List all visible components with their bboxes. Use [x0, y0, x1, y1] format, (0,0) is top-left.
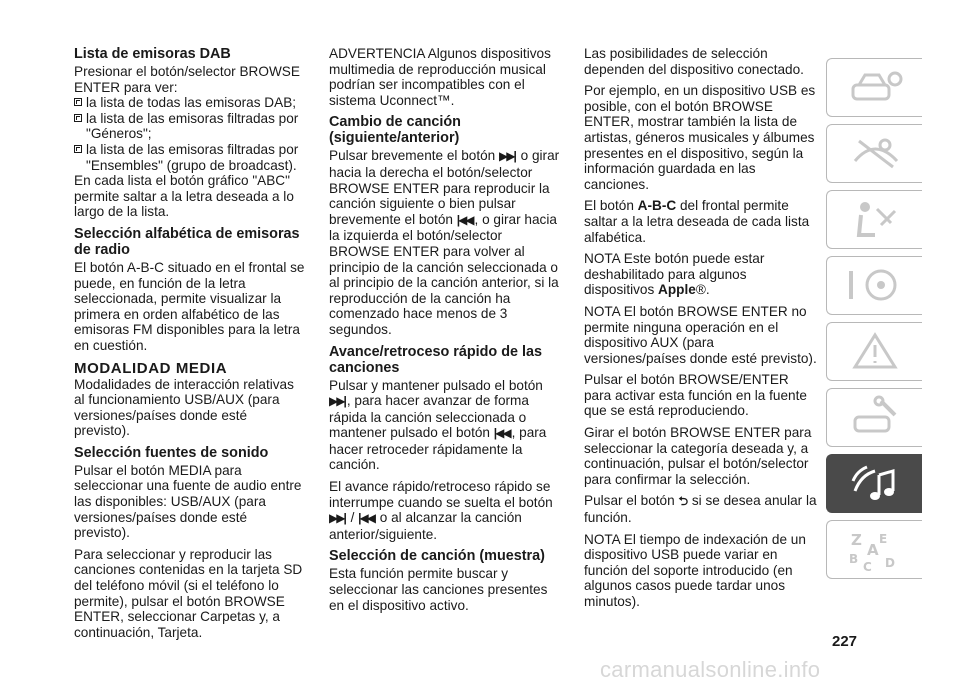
tab-index[interactable] [826, 520, 922, 579]
column-middle [329, 46, 561, 619]
dab-intro: Presionar el botón/selector BROWSE ENTER para ver: [74, 64, 300, 95]
tab-safety[interactable] [826, 190, 922, 249]
heading-track-change: Cambio de canción (siguiente/anterior) [329, 114, 461, 147]
col3-p5: NOTA El botón BROWSE ENTER no permite ninguna operación en el dispositivo AUX (para versiones/países donde esté previsto). [584, 303, 817, 366]
bullet-box-icon [74, 145, 82, 153]
seat-airbag-icon [845, 197, 907, 243]
tab-starting-driving[interactable] [826, 256, 922, 315]
chapter-tabs [826, 58, 922, 586]
column-right [584, 46, 818, 616]
dab-bullet-1: la lista de todas las emisoras DAB; [74, 95, 306, 111]
bullet-box-icon [74, 98, 82, 106]
previous-track-icon: |◀◀ [493, 426, 510, 441]
heading-alpha-selection: Selección alfabética de emisoras de radio [74, 225, 300, 258]
page-number: 227 [832, 633, 858, 650]
col3-p6: Pulsar el botón BROWSE/ENTER para activar esta función en la fuente que se está reproduciendo. [584, 372, 807, 419]
tab-dashboard[interactable] [826, 58, 922, 117]
svg-text:B: B [849, 552, 859, 566]
warning-lights-icon [845, 131, 907, 177]
svg-text:E: E [879, 532, 888, 546]
change-p1: Pulsar brevemente el botón ▶▶| o girar hacia la derecha el botón/selector BROWSE ENTER para reproducir la canción siguiente o bien pulsar brevemente el botón |◀◀ , o girar hacia la izquierda el botón/selector BROWSE ENTER para volver al principio de la canción seleccionada o al principio de la canción anterior, si la reproducción de la canción ha comenzado hace menos de 3 segundos. [329, 148, 560, 337]
ffwd-p1: Pulsar y mantener pulsado el botón ▶▶| , para hacer avanzar de forma rápida la canción seleccionada o mantener pulsado el botón |◀◀ , para hacer retroceder rápidamente la canción. [329, 377, 547, 473]
key-steering-icon [845, 263, 907, 309]
col3-p9: NOTA El tiempo de indexación de un dispositivo USB puede variar en función del soporte introducido (en algunos casos puede tardar unos minutos). [584, 531, 806, 609]
svg-text:D: D [885, 556, 895, 570]
col3-p2: Por ejemplo, en un dispositivo USB es posible, con el botón BROWSE ENTER, mostrar también la lista de artistas, géneros musicales y álbumes presentes en el dispositivo, según la información guardada en las canciones. [584, 83, 816, 192]
media-text: Modalidades de interacción relativas al funcionamiento USB/AUX (para versiones/países donde esté previsto). [74, 376, 294, 439]
next-track-icon: ▶▶| [329, 511, 345, 526]
col3-p1: Las posibilidades de selección dependen del dispositivo conectado. [584, 46, 804, 77]
tab-emergency[interactable] [826, 322, 922, 381]
svg-text:C: C [863, 560, 872, 573]
next-track-icon: ▶▶| [499, 149, 515, 164]
dab-bullet-3: la lista de las emisoras filtradas por "Ensembles" (grupo de broadcast). [74, 142, 306, 173]
select-text: Esta función permite buscar y seleccionar las canciones presentes en el dispositivo activo. [329, 566, 548, 613]
svg-text:A: A [867, 541, 879, 559]
music-note-active-icon [845, 461, 907, 507]
col3-p7: Girar el botón BROWSE ENTER para seleccionar la categoría deseada y, a continuación, pulsar el botón/selector para confirmar la selección. [584, 425, 812, 487]
car-dashboard-icon [845, 65, 907, 111]
bullet-box-icon [74, 114, 82, 122]
source-p1: Pulsar el botón MEDIA para seleccionar una fuente de audio entre las disponibles: USB/AUX (para versiones/países donde esté previsto). [74, 462, 302, 541]
next-track-icon: ▶▶| [329, 394, 345, 409]
ffwd-p2: El avance rápido/retroceso rápido se interrumpe cuando se suelta el botón ▶▶| / |◀◀ o al alcanzar la canción anterior/siguiente. [329, 479, 553, 542]
col3-p3: El botón A-B-C del frontal permite saltar a la letra deseada de cada lista alfabética. [584, 198, 810, 245]
warning-text: ADVERTENCIA Algunos dispositivos multimedia de reproducción musical podrían ser incompatibles con el sistema Uconnect™. [329, 46, 551, 108]
heading-dab-list: Lista de emisoras DAB [74, 46, 231, 62]
tab-multimedia[interactable] [826, 454, 922, 513]
heading-media-mode: MODALIDAD MEDIA [74, 359, 228, 377]
heading-fast-forward: Avance/retroceso rápido de las canciones [329, 343, 543, 376]
tab-warning-lights[interactable] [826, 124, 922, 183]
alpha-text: El botón A-B-C situado en el frontal se puede, en función de la letra seleccionada, permite visualizar la primera en orden alfabético de las emisoras FM disponibles para la letra en cuestión. [74, 259, 305, 353]
dab-bullet-2: la lista de las emisoras filtradas por "Géneros"; [74, 111, 306, 142]
previous-track-icon: |◀◀ [358, 511, 374, 526]
apple-label: Apple [658, 282, 696, 298]
col3-p8: Pulsar el botón ⮌ si se desea anular la función. [584, 493, 817, 526]
roadside-warning-icon [845, 329, 907, 375]
dab-outro: En cada lista el botón gráfico "ABC" permite saltar a la letra deseada a lo largo de la lista. [74, 173, 294, 220]
back-arrow-icon: ⮌ [678, 494, 687, 509]
svg-text:Z: Z [851, 531, 862, 549]
tab-maintenance[interactable] [826, 388, 922, 447]
heading-source-select: Selección fuentes de sonido [74, 444, 269, 461]
watermark: carmanualsonline.info [600, 657, 821, 682]
alphabet-index-icon [845, 527, 907, 573]
wrench-car-icon [845, 395, 907, 441]
col3-p4: NOTA Este botón puede estar deshabilitado para algunos dispositivos Apple®. [584, 251, 765, 298]
source-p2: Para seleccionar y reproducir las canciones contenidas en la tarjeta SD del teléfono móvil (si el teléfono lo permite), pulsar el botón BROWSE ENTER, seleccionar Carpetas y, a continuación, Tarjeta. [74, 546, 303, 640]
previous-track-icon: |◀◀ [456, 212, 473, 227]
heading-track-select: Selección de canción (muestra) [329, 548, 545, 565]
abc-button-label: A-B-C [637, 198, 677, 214]
column-left [74, 46, 306, 646]
